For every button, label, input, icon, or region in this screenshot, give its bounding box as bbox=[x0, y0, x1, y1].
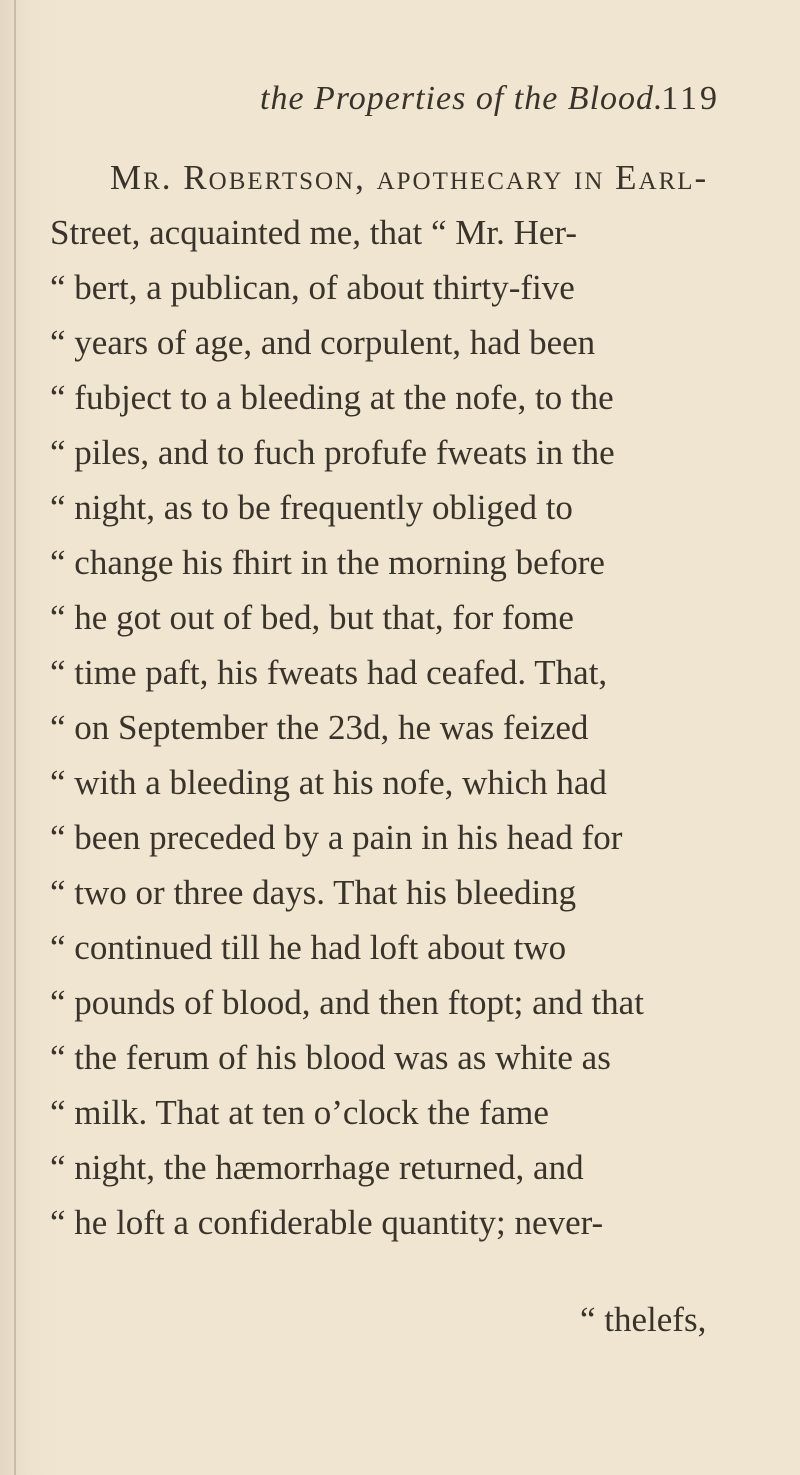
text-line: “ night, as to be frequently obliged to bbox=[50, 488, 573, 527]
text-line: “ years of age, and corpulent, had been bbox=[50, 323, 596, 362]
text-line: Street, acquainted me, that “ Mr. Her- bbox=[50, 213, 578, 252]
text-line: “ time paft, his fweats had ceafed. That, bbox=[50, 653, 608, 692]
body-text bbox=[50, 150, 720, 1250]
text-line: “ milk. That at ten o’clock the fame bbox=[50, 1093, 549, 1132]
text-line: “ the ferum of his blood was as white as bbox=[50, 1038, 611, 1077]
running-header bbox=[260, 80, 720, 130]
text-line: “ continued till he had loft about two bbox=[50, 928, 567, 967]
text-line: “ piles, and to fuch profufe fweats in the bbox=[50, 433, 615, 472]
text-line: “ pounds of blood, and then ftopt; and that bbox=[50, 983, 644, 1022]
running-title: the Properties of the Blood. bbox=[260, 80, 664, 117]
text-line: “ been preceded by a pain in his head for bbox=[50, 818, 623, 857]
text-line: “ two or three days. That his bleeding bbox=[50, 873, 577, 912]
text-line: “ on September the 23d, he was feized bbox=[50, 708, 589, 747]
text-line: “ with a bleeding at his nofe, which had bbox=[50, 763, 607, 802]
page-gutter bbox=[14, 0, 16, 1475]
text-line: “ he loft a confiderable quantity; never- bbox=[50, 1203, 604, 1242]
text-line: “ he got out of bed, but that, for fome bbox=[50, 598, 574, 637]
text-line: Mr. Robertson, apothecary in Earl- bbox=[110, 158, 709, 197]
catchword: “ thelefs, bbox=[580, 1300, 707, 1339]
text-line: “ fubject to a bleeding at the nofe, to the bbox=[50, 378, 614, 417]
text-line: “ bert, a publican, of about thirty-five bbox=[50, 268, 575, 307]
text-line: “ night, the hæmorrhage returned, and bbox=[50, 1148, 584, 1187]
text-line: “ change his fhirt in the morning before bbox=[50, 543, 605, 582]
page-number: 119 bbox=[661, 80, 720, 117]
